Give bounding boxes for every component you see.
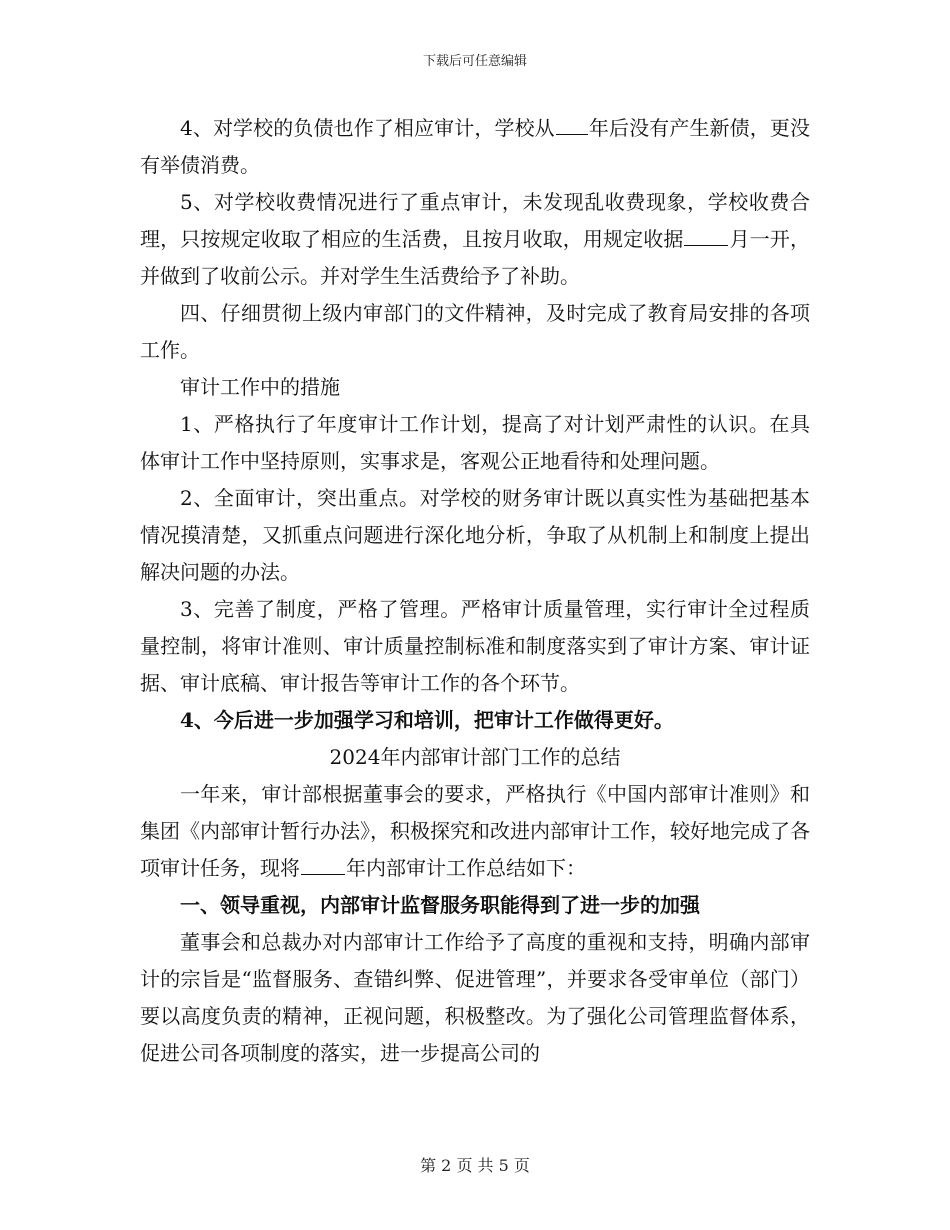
paragraph-text: 年后没有产生新债，更没有举债消费。 <box>140 116 810 177</box>
paragraph-section-one-heading: 一、领导重视，内部审计监督服务职能得到了进一步的加强 <box>180 893 700 917</box>
document-body <box>140 110 810 1072</box>
page-header: 下载后可任意编辑 <box>422 54 527 69</box>
section-title: 2024年内部审计部门工作的总结 <box>329 745 621 769</box>
paragraph-measures-heading: 审计工作中的措施 <box>180 375 340 399</box>
paragraph-intro <box>140 776 810 887</box>
paragraph-measure-1: 1、严格执行了年度审计工作计划，提高了对计划严肃性的认识。在具体审计工作中坚持原则，实事求是，客观公正地看待和处理问题。 <box>140 412 810 473</box>
paragraph-measure-2: 2、全面审计，突出重点。对学校的财务审计既以真实性为基础把基本情况摸清楚，又抓重点问题进行深化地分析，争取了从机制上和制度上提出解决问题的办法。 <box>140 486 810 584</box>
paragraph-debt-audit <box>140 110 810 184</box>
page-footer: 第 2 页 共 5 页 <box>420 1156 530 1175</box>
paragraph-text: 月一开，并做到了收前公示。并对学生生活费给予了补助。 <box>140 227 811 288</box>
blank-underline <box>556 116 588 135</box>
paragraph-fee-audit <box>140 184 810 295</box>
paragraph-text: 年内部审计工作总结如下： <box>346 856 586 880</box>
blank-underline <box>684 227 728 246</box>
paragraph-text: 4、对学校的负债也作了相应审计，学校从 <box>180 116 555 140</box>
paragraph-measure-3: 3、完善了制度，严格了管理。严格审计质量管理，实行审计全过程质量控制，将审计准则、审计质量控制标准和制度落实到了审计方案、审计证据、审计底稿、审计报告等审计工作的各个环节。 <box>140 597 810 695</box>
paragraph-leadership: 董事会和总裁办对内部审计工作给予了高度的重视和支持，明确内部审计的宗旨是“监督服务、查错纠弊、促进管理”，并要求各受审单位（部门）要以高度负责的精神，正视问题，积极整改。为了强化公司管理监督体系，促进公司各项制度的落实，进一步提高公司的 <box>140 930 810 1065</box>
paragraph-text: 一年来，审计部根据董事会的要求，严格执行《中国内部审计准则》和集团《内部审计暂行办法》，积极探究和改进内部审计工作，较好地完成了各项审计任务，现将 <box>140 782 810 880</box>
paragraph-section-four: 四、仔细贯彻上级内审部门的文件精神，及时完成了教育局安排的各项工作。 <box>140 301 810 362</box>
blank-underline <box>301 856 345 875</box>
paragraph-text: 5、对学校收费情况进行了重点审计，未发现乱收费现象，学校收费合理，只按规定收取了相应的生活费，且按月收取，用规定收据 <box>140 190 810 251</box>
paragraph-measure-4: 4、今后进一步加强学习和培训，把审计工作做得更好。 <box>180 708 674 732</box>
